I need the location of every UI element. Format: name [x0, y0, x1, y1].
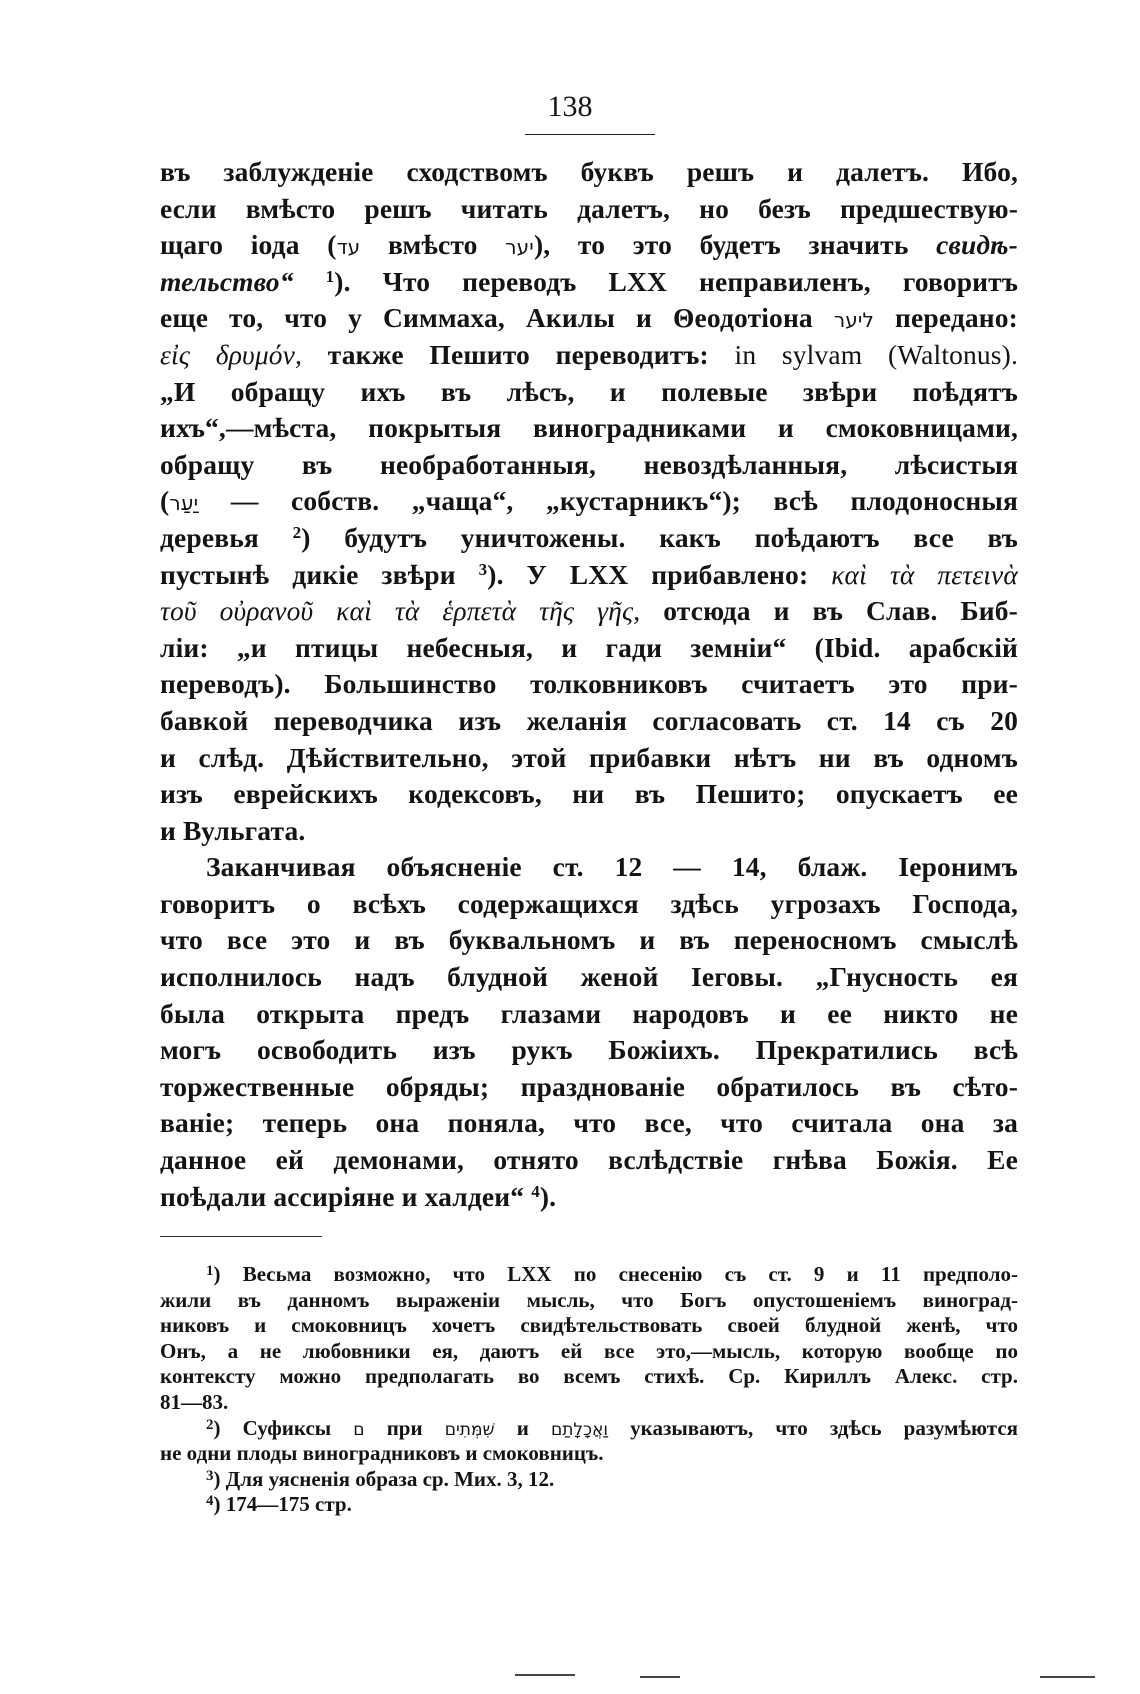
footnote-number: 2	[206, 1416, 214, 1433]
text-line: исполнилось надъ блудной женой Іеговы. „Гнусность ея	[160, 961, 1018, 993]
text-run: (	[160, 485, 170, 517]
footnote-line	[160, 1492, 1018, 1518]
main-text	[160, 154, 1018, 1215]
text-line: была открыта предъ глазами народовъ и ее никто не	[160, 997, 1018, 1029]
page-number: 138	[547, 90, 593, 123]
hebrew-word: ליער	[833, 308, 875, 333]
text-run: ) 174—175 стр.	[213, 1492, 352, 1517]
footnotes	[160, 1262, 1018, 1518]
scan-mark	[1040, 1676, 1095, 1678]
scan-mark	[515, 1674, 575, 1676]
hebrew-word: יער	[505, 235, 534, 260]
hebrew-word: שִׁמְּתִים	[444, 1419, 495, 1440]
text-run: еще то, что у Симмаха, Акилы и Θеодотіона	[160, 302, 834, 334]
hebrew-word: עד	[336, 235, 361, 260]
text-line	[160, 264, 1018, 301]
footnote-line: 81—83.	[160, 1389, 229, 1414]
scan-mark	[640, 1676, 680, 1678]
footnote-divider	[160, 1236, 322, 1237]
text-run: — собств. „чаща“, „кустарникъ“); всѣ плодоносныя	[198, 485, 1018, 517]
text-run: ) будутъ уничтожены. какъ поѣдаютъ все въ	[301, 521, 1018, 553]
text-line: говоритъ о всѣхъ содержащихся здѣсь угрозахъ Господа,	[160, 887, 1018, 919]
text-line: изъ еврейскихъ кодексовъ, ни въ Пешито; опускаетъ ее	[160, 778, 1018, 810]
footnote-line	[160, 1262, 1018, 1288]
text-run: указываютъ, что здѣсь разумѣются	[608, 1415, 1019, 1440]
footnote-number: 1	[206, 1263, 214, 1279]
text-line	[160, 227, 1018, 264]
text-run: щаго іода (	[160, 229, 337, 261]
footnote-line: не одни плоды виноградниковъ и смоковницъ.	[160, 1441, 604, 1466]
text-line	[160, 483, 1018, 520]
text-line: бавкой переводчика изъ желанія согласовать ст. 14 съ 20	[160, 704, 1018, 736]
footnote-number: 4	[206, 1493, 214, 1510]
greek-text: τοῦ οὐρανοῦ καὶ τὰ ἑρπετὰ τῆς γῆς,	[160, 595, 641, 627]
text-run: ), то это будетъ значить	[533, 229, 937, 261]
text-run: и	[494, 1415, 551, 1440]
text-run: ) Суфиксы	[213, 1415, 354, 1440]
page-number-rule	[525, 134, 655, 135]
text-line: „И обращу ихъ въ лѣсъ, и полевые звѣри поѣдятъ	[160, 375, 1018, 407]
text-line	[160, 557, 1018, 594]
footnote-number: 3	[206, 1467, 214, 1484]
text-run: ). У LXX прибавлено:	[487, 558, 832, 590]
text-run: вмѣсто	[360, 229, 506, 261]
hebrew-word: וַאֲכָלָתַם	[550, 1419, 609, 1440]
text-line: что все это и въ буквальномъ и въ переносномъ смыслѣ	[160, 924, 1018, 956]
text-line	[160, 337, 1018, 374]
text-line: въ заблужденіе сходствомъ буквъ решъ и далетъ. Ибо,	[160, 156, 1018, 187]
footnote-line: Онъ, а не любовники ея, даютъ ей все это,—мысль, которую вообще по	[160, 1338, 1018, 1363]
text-run: ). Что переводъ LXX неправиленъ, говоритъ	[334, 265, 1018, 297]
text-line	[160, 593, 1018, 630]
text-run: поѣдали ассиріяне и халдеи“	[160, 1180, 532, 1212]
text-line: ваніе; теперь она поняла, что все, что считала она за	[160, 1107, 1018, 1139]
text-line: ихъ“,—мѣста, покрытыя виноградниками и смоковницами,	[160, 412, 1018, 444]
text-line	[160, 300, 1018, 337]
emphasis-text: тельство“	[160, 265, 294, 297]
hebrew-word: יַעַר	[169, 491, 199, 516]
footnote-ref: 4	[531, 1181, 540, 1201]
footnote-ref: 1	[325, 266, 335, 286]
text-line: данное ей демонами, отнято вслѣдствіе гнѣва Божія. Ее	[160, 1144, 1018, 1176]
text-line	[160, 1179, 1018, 1216]
text-run: пустынѣ дикіе звѣри	[160, 558, 479, 590]
footnote-ref: 2	[292, 522, 302, 542]
text-run: ) Для уясненія образа ср. Мих. 3, 12.	[213, 1466, 555, 1491]
text-run: при	[364, 1415, 445, 1440]
text-line: Заканчивая объясненіе ст. 12 — 14, блаж. Іеронимъ	[206, 851, 1018, 883]
greek-text: καὶ τὰ πετεινὰ	[831, 558, 1018, 590]
latin-text: in sylvam (Waltonus).	[734, 338, 1018, 370]
text-line: ліи: „и птицы небесныя, и гади земніи“ (Ibid. арабскій	[160, 631, 1018, 663]
text-run: передано:	[874, 302, 1018, 334]
text-run: деревья	[160, 521, 293, 553]
text-run: ) Весьма возможно, что LXX по снесенію съ ст. 9 и 11 предполо-	[213, 1262, 1018, 1286]
text-run: также Пешито переводитъ:	[302, 338, 735, 370]
footnote-line: никовъ и смоковницъ хочетъ свидѣтельствовать своей блудной женѣ, что	[160, 1313, 1018, 1338]
footnote-line: жили въ данномъ выраженіи мысль, что Богъ опустошеніемъ виноград-	[160, 1287, 1018, 1312]
text-run: ).	[539, 1180, 557, 1212]
text-line: переводъ). Большинство толковниковъ считаетъ это при-	[160, 668, 1018, 700]
text-line: могъ освободить изъ рукъ Божіихъ. Прекратились всѣ	[160, 1034, 1018, 1066]
text-line: торжественные обряды; празднованіе обратилось въ сѣто-	[160, 1070, 1018, 1102]
footnote-line: контексту можно предполагать во всемъ стихѣ. Ср. Кириллъ Алекс. стр.	[160, 1364, 1018, 1389]
footnote-line	[160, 1467, 1018, 1493]
emphasis-text: свидѣ-	[936, 229, 1018, 261]
text-line: и Вульгата.	[160, 814, 306, 846]
text-line: если вмѣсто решъ читать далетъ, но безъ предшествую-	[160, 192, 1018, 224]
text-line: и слѣд. Дѣйствительно, этой прибавки нѣтъ ни въ одномъ	[160, 741, 1018, 773]
footnote-line	[160, 1416, 1018, 1442]
text-line	[160, 520, 1018, 557]
text-line: обращу въ необработанныя, невоздѣланныя, лѣсистыя	[160, 448, 1018, 480]
hebrew-word: ם	[353, 1419, 365, 1440]
text-run: отсюда и въ Слав. Биб-	[640, 595, 1018, 627]
footnote-ref: 3	[478, 559, 488, 579]
greek-text: εἰς δρυμόν,	[160, 338, 303, 370]
